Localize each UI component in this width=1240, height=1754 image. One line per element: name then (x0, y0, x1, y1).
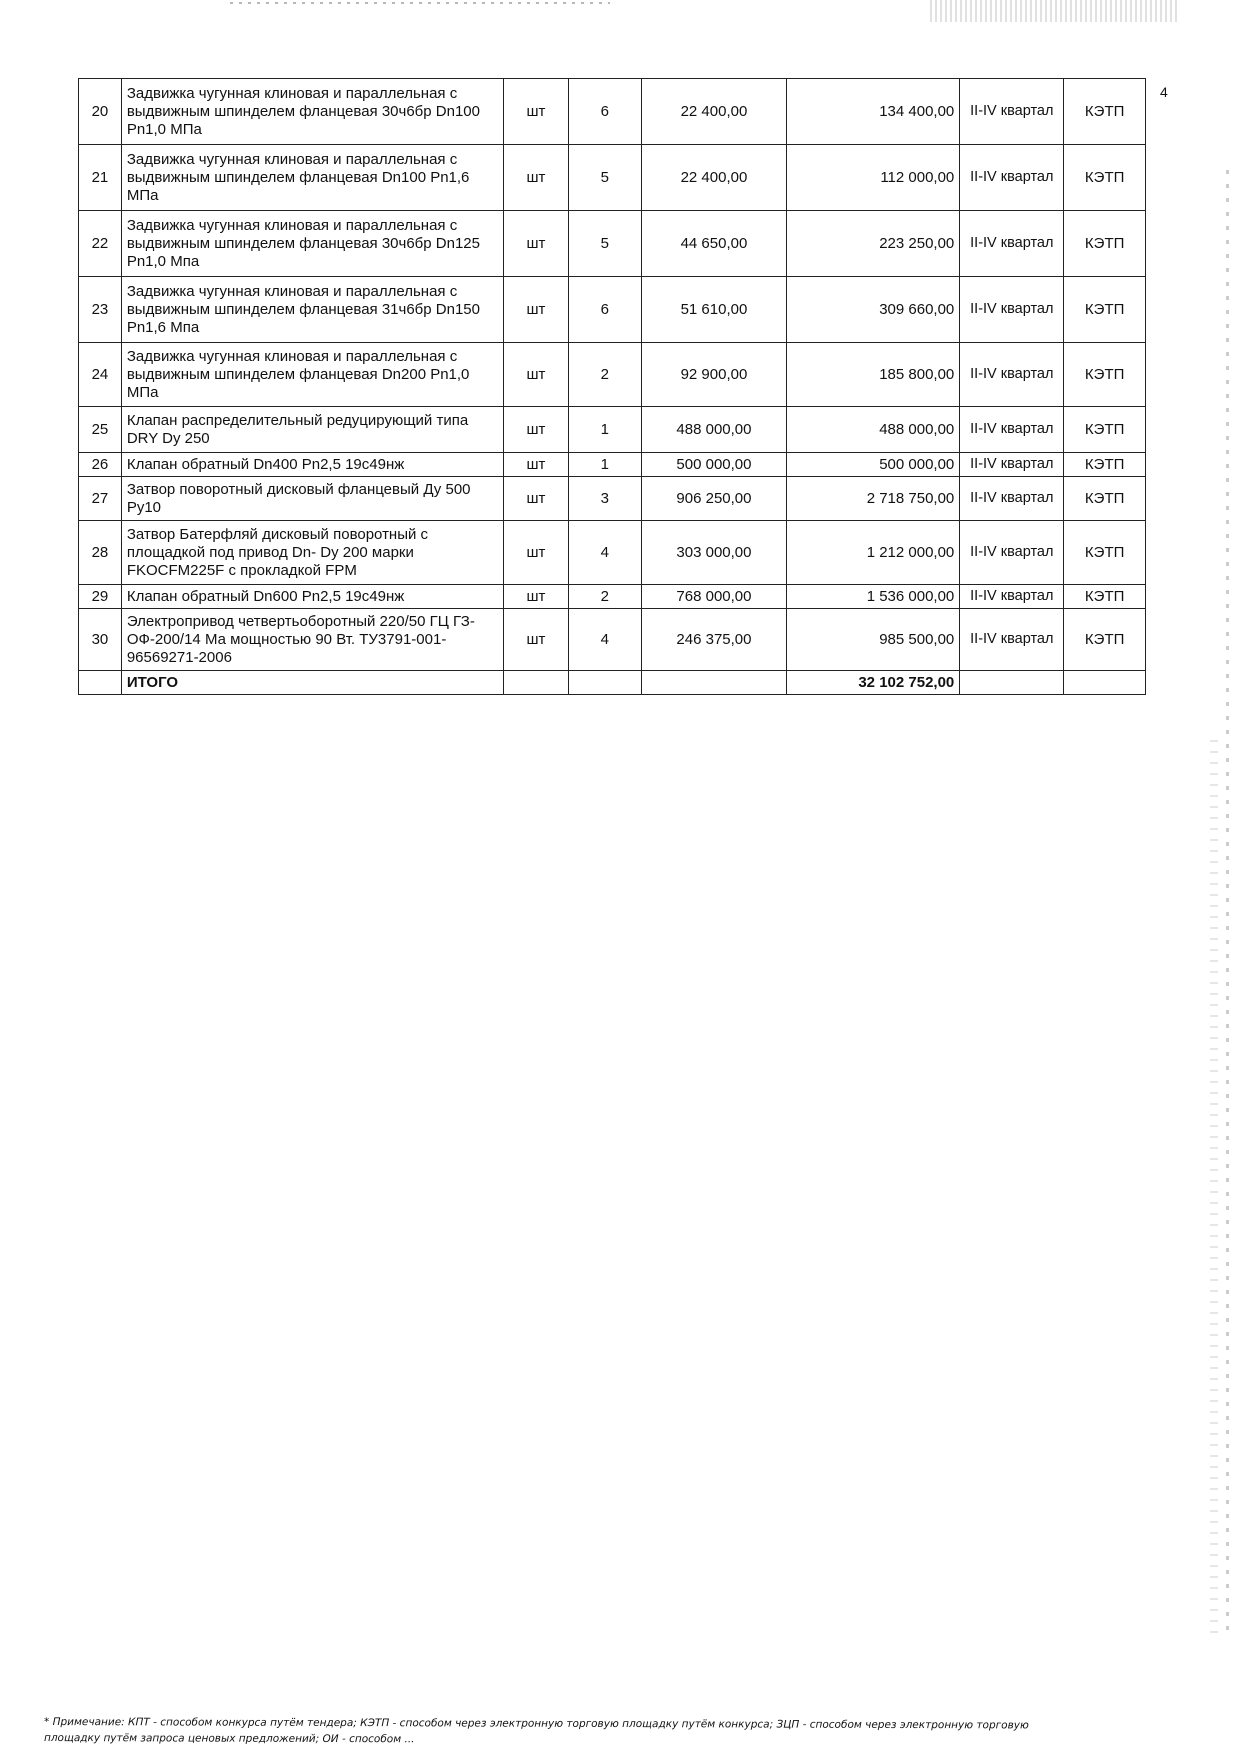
unit-price-cell: 488 000,00 (642, 407, 787, 453)
period-cell: II-IV квартал (960, 277, 1064, 343)
unit-cell: шт (504, 407, 568, 453)
quantity-cell: 4 (568, 521, 641, 585)
period-cell: II-IV квартал (960, 453, 1064, 477)
total-price-cell: 985 500,00 (786, 609, 959, 671)
unit-price-cell: 22 400,00 (642, 145, 787, 211)
period-cell: II-IV квартал (960, 521, 1064, 585)
total-price-cell: 223 250,00 (786, 211, 959, 277)
unit-cell: шт (504, 277, 568, 343)
table-row (79, 609, 1146, 671)
table-row (79, 79, 1146, 145)
method-cell: КЭТП (1064, 521, 1146, 585)
total-empty-cell (960, 671, 1064, 695)
total-price-cell: 1 212 000,00 (786, 521, 959, 585)
quantity-cell: 5 (568, 211, 641, 277)
unit-price-cell: 92 900,00 (642, 343, 787, 407)
unit-cell: шт (504, 477, 568, 521)
method-cell: КЭТП (1064, 79, 1146, 145)
total-price-cell: 2 718 750,00 (786, 477, 959, 521)
period-cell: II-IV квартал (960, 609, 1064, 671)
method-cell: КЭТП (1064, 145, 1146, 211)
row-number: 21 (79, 145, 122, 211)
unit-cell: шт (504, 453, 568, 477)
table-row (79, 585, 1146, 609)
unit-cell: шт (504, 79, 568, 145)
quantity-cell: 5 (568, 145, 641, 211)
quantity-cell: 2 (568, 585, 641, 609)
quantity-cell: 2 (568, 343, 641, 407)
total-price-cell: 500 000,00 (786, 453, 959, 477)
scan-artifact-edge-2 (1210, 740, 1218, 1640)
unit-price-cell: 768 000,00 (642, 585, 787, 609)
procurement-table (78, 78, 1146, 695)
scan-artifact-top (230, 2, 610, 4)
unit-cell: шт (504, 343, 568, 407)
total-sum: 32 102 752,00 (786, 671, 959, 695)
footnote-line-2: площадку путём запроса ценовых предложений; ОИ - способом ... (43, 1732, 415, 1746)
item-name: Задвижка чугунная клиновая и параллельная с выдвижным шпинделем фланцевая 31ч6бр Dn150 Pn1,6 Мпа (121, 277, 504, 343)
method-cell: КЭТП (1064, 277, 1146, 343)
quantity-cell: 3 (568, 477, 641, 521)
table-row (79, 277, 1146, 343)
total-price-cell: 309 660,00 (786, 277, 959, 343)
total-empty-cell (79, 671, 122, 695)
row-number: 28 (79, 521, 122, 585)
item-name: Клапан распределительный редуцирующий типа DRY Dy 250 (121, 407, 504, 453)
row-number: 30 (79, 609, 122, 671)
quantity-cell: 4 (568, 609, 641, 671)
total-price-cell: 134 400,00 (786, 79, 959, 145)
item-name: Затвор Батерфляй дисковый поворотный с площадкой под привод Dn- Dy 200 марки FKOCFM225F с прокладкой FPM (121, 521, 504, 585)
total-label: ИТОГО (121, 671, 504, 695)
quantity-cell: 6 (568, 79, 641, 145)
scan-artifact-top-right (930, 0, 1180, 22)
item-name: Электропривод четвертьоборотный 220/50 ГЦ ГЗ-ОФ-200/14 Ма мощностью 90 Вт. ТУ3791-001-96569271-2006 (121, 609, 504, 671)
unit-cell: шт (504, 609, 568, 671)
unit-price-cell: 51 610,00 (642, 277, 787, 343)
method-cell: КЭТП (1064, 211, 1146, 277)
row-number: 27 (79, 477, 122, 521)
page-number: 4 (1160, 84, 1168, 100)
period-cell: II-IV квартал (960, 79, 1064, 145)
quantity-cell: 1 (568, 453, 641, 477)
method-cell: КЭТП (1064, 585, 1146, 609)
item-name: Задвижка чугунная клиновая и параллельная с выдвижным шпинделем фланцевая Dn200 Pn1,0 МПа (121, 343, 504, 407)
unit-price-cell: 44 650,00 (642, 211, 787, 277)
period-cell: II-IV квартал (960, 407, 1064, 453)
unit-cell: шт (504, 145, 568, 211)
unit-cell: шт (504, 585, 568, 609)
total-empty-cell (1064, 671, 1146, 695)
item-name: Затвор поворотный дисковый фланцевый Ду 500 Ру10 (121, 477, 504, 521)
item-name: Задвижка чугунная клиновая и параллельная с выдвижным шпинделем фланцевая 30ч6бр Dn125 Pn1,0 Мпа (121, 211, 504, 277)
footnote-line-1: * Примечание: КПТ - способом конкурса путём тендера; КЭТП - способом через электронную торговую площадку путём конкурса; ЗЦП - способом через электронную торговую (44, 1715, 1029, 1732)
item-name: Клапан обратный Dn400 Pn2,5 19с49нж (121, 453, 504, 477)
total-price-cell: 488 000,00 (786, 407, 959, 453)
unit-price-cell: 303 000,00 (642, 521, 787, 585)
unit-cell: шт (504, 521, 568, 585)
row-number: 23 (79, 277, 122, 343)
period-cell: II-IV квартал (960, 211, 1064, 277)
table-row (79, 343, 1146, 407)
row-number: 22 (79, 211, 122, 277)
period-cell: II-IV квартал (960, 477, 1064, 521)
total-empty-cell (642, 671, 787, 695)
unit-price-cell: 246 375,00 (642, 609, 787, 671)
table-row (79, 145, 1146, 211)
period-cell: II-IV квартал (960, 343, 1064, 407)
method-cell: КЭТП (1064, 453, 1146, 477)
quantity-cell: 1 (568, 407, 641, 453)
unit-price-cell: 500 000,00 (642, 453, 787, 477)
row-number: 29 (79, 585, 122, 609)
method-cell: КЭТП (1064, 477, 1146, 521)
method-cell: КЭТП (1064, 609, 1146, 671)
unit-cell: шт (504, 211, 568, 277)
total-price-cell: 1 536 000,00 (786, 585, 959, 609)
total-row (79, 671, 1146, 695)
total-price-cell: 185 800,00 (786, 343, 959, 407)
row-number: 20 (79, 79, 122, 145)
scan-artifact-edge (1226, 170, 1229, 1630)
row-number: 25 (79, 407, 122, 453)
period-cell: II-IV квартал (960, 585, 1064, 609)
method-cell: КЭТП (1064, 407, 1146, 453)
unit-price-cell: 906 250,00 (642, 477, 787, 521)
item-name: Задвижка чугунная клиновая и параллельная с выдвижным шпинделем фланцевая 30ч6бр Dn100 Pn1,0 МПа (121, 79, 504, 145)
quantity-cell: 6 (568, 277, 641, 343)
unit-price-cell: 22 400,00 (642, 79, 787, 145)
table-row (79, 211, 1146, 277)
item-name: Клапан обратный Dn600 Pn2,5 19с49нж (121, 585, 504, 609)
total-empty-cell (504, 671, 568, 695)
table-row (79, 477, 1146, 521)
row-number: 26 (79, 453, 122, 477)
period-cell: II-IV квартал (960, 145, 1064, 211)
method-cell: КЭТП (1064, 343, 1146, 407)
table-row (79, 407, 1146, 453)
total-empty-cell (568, 671, 641, 695)
item-name: Задвижка чугунная клиновая и параллельная с выдвижным шпинделем фланцевая Dn100 Pn1,6 МПа (121, 145, 504, 211)
footnote (44, 1714, 1194, 1751)
total-price-cell: 112 000,00 (786, 145, 959, 211)
row-number: 24 (79, 343, 122, 407)
table-row (79, 521, 1146, 585)
table-row (79, 453, 1146, 477)
